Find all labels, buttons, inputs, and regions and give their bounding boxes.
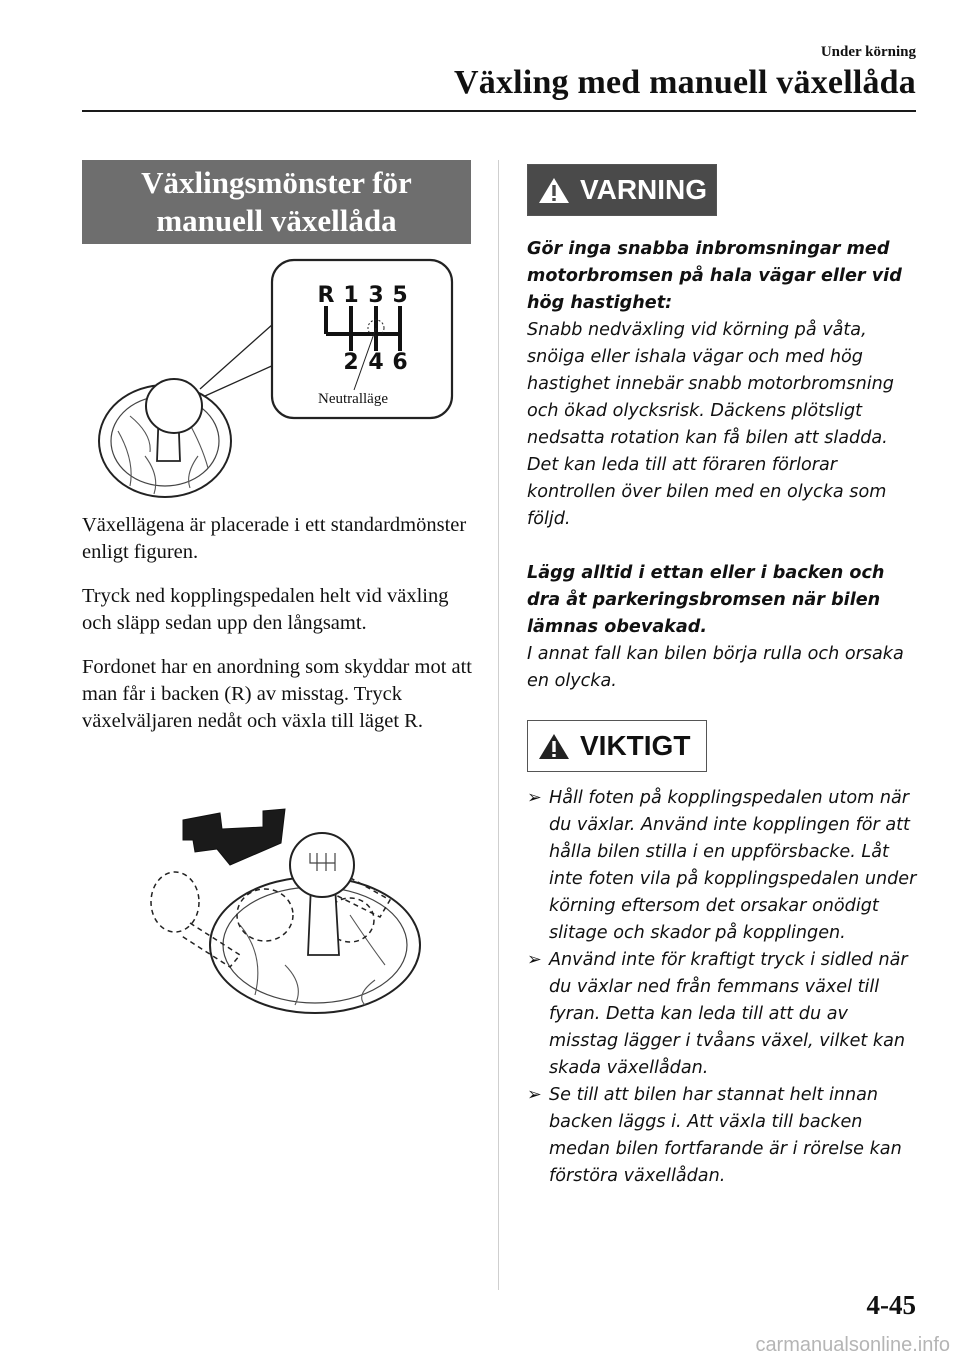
- gear-label-r: R: [317, 283, 335, 308]
- warning-triangle-icon: [538, 176, 570, 204]
- important-badge: [527, 720, 707, 772]
- section-title-line1: Växlingsmönster för: [141, 165, 412, 200]
- body-paragraph-3: Fordonet har en anordning som skyddar mot att man får i backen (R) av misstag. Tryck växelväljaren nedåt och växla till läget R.: [82, 656, 473, 732]
- header-rule: [82, 110, 916, 112]
- list-item: ➢ Använd inte för kraftigt tryck i sidled när du växlar ned från femmans växel till fyran. Detta kan leda till att du av misstag lägger i tvåans växel, vilket kan skada växellådan.: [527, 947, 919, 1082]
- gear-label-2: 2: [343, 350, 359, 375]
- ghost-knob-left: [151, 872, 199, 932]
- push-down-arrow: [183, 809, 285, 865]
- warning-heading-1: Gör inga snabba inbromsningar med motorbromsen på hala vägar eller vid hög hastighet:: [527, 239, 902, 313]
- body-text: [82, 512, 482, 752]
- arrow-bullet-icon: ➢: [527, 950, 542, 970]
- gear-label-1: 1: [343, 283, 359, 308]
- warning-body-1: Snabb nedväxling vid körning på våta, snöiga eller ishala vägar och med hög hastighet innebär snabb motorbromsning och ökad olycksrisk. Däckens plötsligt nedsatta rotation kan få bilen att sladda. Det kan leda till att föraren förlorar kontrollen över bilen med en olycka som följd.: [527, 320, 894, 529]
- body-paragraph-1: Växellägena är placerade i ett standardmönster enligt figuren.: [82, 514, 467, 563]
- page-number: 4-45: [866, 1290, 916, 1320]
- column-divider: [498, 160, 499, 1290]
- shift-knob: [146, 379, 202, 433]
- gear-label-5: 5: [392, 283, 408, 308]
- list-item: ➢ Håll foten på kopplingspedalen utom när du växlar. Använd inte kopplingen för att hålla bilen stilla i en uppförsbacke. Låt inte foten vila på kopplingspedalen under körning eftersom det orsakar onödigt slitage och skador på kopplingen.: [527, 785, 919, 947]
- shift-knob-2: [290, 833, 354, 897]
- neutral-caption: Neutralläge: [318, 391, 388, 407]
- warning-badge: [527, 164, 717, 216]
- body-paragraph-2: Tryck ned kopplingspedalen helt vid växling och släpp sedan upp den långsamt.: [82, 585, 449, 634]
- footer-watermark: carmanualsonline.info: [755, 1334, 950, 1356]
- gear-label-6: 6: [392, 350, 408, 375]
- warning-body-2: I annat fall kan bilen börja rulla och orsaka en olycka.: [527, 644, 904, 691]
- gear-label-3: 3: [368, 283, 384, 308]
- shift-pattern-figure: [90, 256, 470, 506]
- warning-text: [527, 236, 917, 695]
- reverse-shift-figure: [145, 805, 435, 1020]
- gear-label-4: 4: [368, 350, 384, 375]
- arrow-bullet-icon: ➢: [527, 788, 542, 808]
- warning-triangle-icon: [538, 732, 570, 760]
- page-title: Växling med manuell växellåda: [454, 64, 916, 101]
- section-title-line2: manuell växellåda: [156, 203, 397, 238]
- section-title-box: [82, 160, 471, 244]
- warning-label: VARNING: [580, 174, 708, 205]
- header-section-label: Under körning: [820, 44, 916, 60]
- arrow-bullet-icon: ➢: [527, 1085, 542, 1105]
- list-item: ➢ Se till att bilen har stannat helt innan backen läggs i. Att växla till backen medan bilen fortfarande är i rörelse kan förstöra växellådan.: [527, 1082, 919, 1190]
- warning-heading-2: Lägg alltid i ettan eller i backen och dra åt parkeringsbromsen när bilen lämnas obevakad.: [527, 563, 885, 637]
- important-label: VIKTIGT: [580, 730, 691, 761]
- important-list: [527, 785, 919, 1190]
